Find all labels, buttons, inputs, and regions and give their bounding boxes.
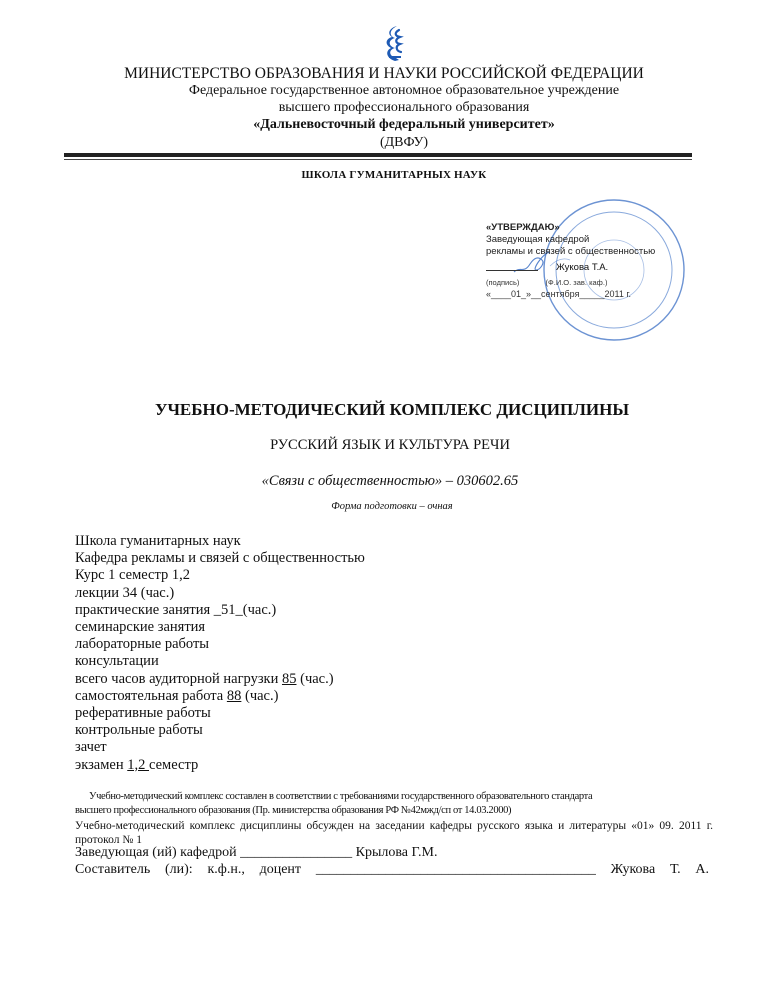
specialty: «Связи с общественностью» – 030602.65 [261, 473, 519, 489]
author-position: доцент [259, 862, 302, 877]
exam-value: 1,2 [127, 756, 149, 773]
course-info-list [75, 533, 365, 774]
info-exam [75, 757, 365, 774]
department-head-line: Заведующая (ий) кафедрой ________________ Крылова Г.М. [75, 845, 438, 860]
discussion-note: Учебно-методический комплекс дисциплины обсужден на заседании кафедры русского языка и литературы «01» 09. 2011 г. протокол № 1 [75, 820, 713, 846]
info-seminars: семинарские занятия [75, 619, 206, 636]
author-initial-1: Т. [669, 862, 681, 877]
approval-date: «____01_»__сентября_____2011 г. [486, 289, 632, 299]
compliance-line-1: Учебно-методический комплекс составлен в соответствии с требованиями государственного образовательного стандарта [89, 791, 593, 802]
info-course: Курс 1 семестр 1,2 [75, 567, 190, 584]
info-credit: зачет [75, 739, 107, 756]
university-name: «Дальневосточный федеральный университет» [253, 117, 555, 132]
discipline-name: РУССКИЙ ЯЗЫК И КУЛЬТУРА РЕЧИ [270, 437, 510, 453]
total-label: всего часов аудиторной нагрузки [75, 670, 282, 687]
author-label: Составитель [75, 862, 151, 877]
author-initial-2: А. [695, 862, 709, 877]
info-lectures: лекции 34 (час.) [75, 584, 175, 601]
signature-line [486, 270, 538, 271]
study-form: Форма подготовки – очная [331, 501, 453, 512]
info-consultations: консультации [75, 653, 159, 670]
info-practical: практические занятия _51_(час.) [75, 601, 277, 618]
approval-title: «УТВЕРЖДАЮ» [486, 222, 560, 233]
total-unit: (час.) [296, 670, 334, 687]
header-divider-thick [64, 153, 692, 157]
approval-name: Жукова Т.А. [556, 262, 609, 273]
school-heading: ШКОЛА ГУМАНИТАРНЫХ НАУК [301, 169, 487, 181]
info-self-study [75, 688, 365, 705]
header-divider-thin [64, 159, 692, 160]
university-logo-icon [383, 24, 407, 62]
info-essays: реферативные работы [75, 705, 211, 722]
author-li: (ли): [164, 862, 193, 877]
self-unit: (час.) [241, 687, 279, 704]
author-line [75, 862, 709, 878]
info-total-hours [75, 671, 365, 688]
info-labs: лабораторные работы [75, 636, 210, 653]
self-label: самостоятельная работа [75, 687, 227, 704]
author-surname: Жукова [610, 862, 656, 877]
document-title: УЧЕБНО-МЕТОДИЧЕСКИЙ КОМПЛЕКС ДИСЦИПЛИНЫ [154, 400, 630, 419]
compliance-line-2: высшего профессионального образования (Пр. министерства образования РФ №42мжд/сп от 14.03.2000) [75, 805, 512, 816]
info-school: Школа гуманитарных наук [75, 533, 241, 549]
total-value: 85 [281, 670, 297, 687]
author-degree: к.ф.н., [207, 862, 245, 877]
approval-line-1: Заведующая кафедрой [486, 234, 590, 245]
approval-line-2: рекламы и связей с общественностью [486, 246, 656, 257]
ministry-title: МИНИСТЕРСТВО ОБРАЗОВАНИЯ И НАУКИ РОССИЙСКОЙ ФЕДЕРАЦИИ [124, 65, 644, 82]
label-signature: (подпись) [486, 278, 520, 287]
author-signature-line: ________________________________________ [315, 862, 596, 877]
exam-label: экзамен [75, 756, 128, 773]
info-control: контрольные работы [75, 722, 203, 739]
approval-labels [486, 278, 607, 287]
approval-block [486, 222, 655, 258]
info-department: Кафедра рекламы и связей с общественностью [75, 550, 365, 567]
institution-type: Федеральное государственное автономное образовательное учреждение [188, 83, 620, 98]
university-abbrev: (ДВФУ) [379, 135, 429, 150]
exam-unit: семестр [149, 756, 199, 773]
compliance-note [75, 790, 713, 818]
label-fio: (Ф.И.О. зав. каф.) [545, 278, 608, 287]
self-value: 88 [226, 687, 242, 704]
education-level: высшего профессионального образования [278, 100, 530, 115]
